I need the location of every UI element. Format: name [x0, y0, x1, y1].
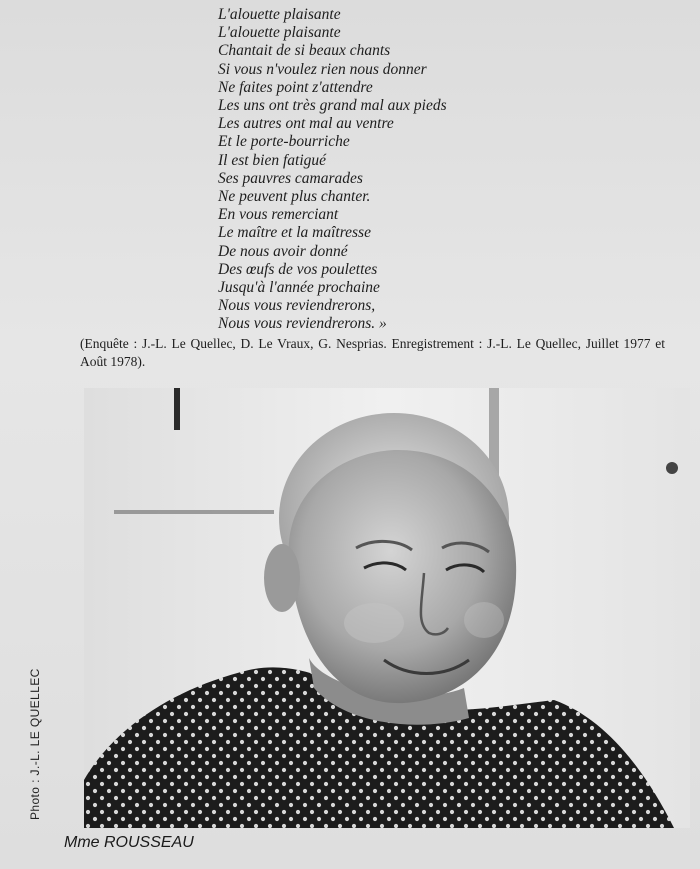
poem-line: Nous vous reviendrerons. »: [218, 315, 387, 333]
poem-line: Chantait de si beaux chants: [218, 42, 391, 60]
photo-caption: Mme ROUSSEAU: [64, 834, 194, 851]
poem-line: Les autres ont mal au ventre: [218, 115, 394, 133]
portrait-photo: [84, 388, 690, 828]
poem-line: De nous avoir donné: [218, 242, 348, 260]
poem-line: Ses pauvres camarades: [218, 169, 363, 187]
poem-line: Ne faites point z'attendre: [218, 78, 373, 96]
survey-credits: (Enquête : J.-L. Le Quellec, D. Le Vraux, G. Nesprias. Enregistrement : J.-L. Le Quellec, Juillet 1977 et Août 1978).: [80, 336, 665, 369]
photo-credit: Photo : J.-L. LE QUELLEC: [28, 668, 42, 820]
poem-line: Le maître et la maîtresse: [218, 224, 371, 242]
poem-text: [218, 6, 548, 334]
poem-line: Les uns ont très grand mal aux pieds: [218, 97, 447, 115]
poem-line: Il est bien fatigué: [218, 151, 327, 169]
poem-line: En vous remerciant: [218, 206, 339, 224]
poem-line: Nous vous reviendrerons,: [218, 297, 376, 315]
poem-line: L'alouette plaisante: [218, 24, 341, 42]
poem-line: Si vous n'voulez rien nous donner: [218, 60, 427, 78]
poem-line: Et le porte-bourriche: [218, 133, 350, 151]
poem-line: L'alouette plaisante: [218, 6, 341, 23]
poem-line: Ne peuvent plus chanter.: [218, 188, 371, 206]
poem-line: Jusqu'à l'année prochaine: [218, 279, 380, 297]
poem-line: Des œufs de vos poulettes: [218, 260, 378, 278]
portrait-illustration: [84, 388, 690, 828]
